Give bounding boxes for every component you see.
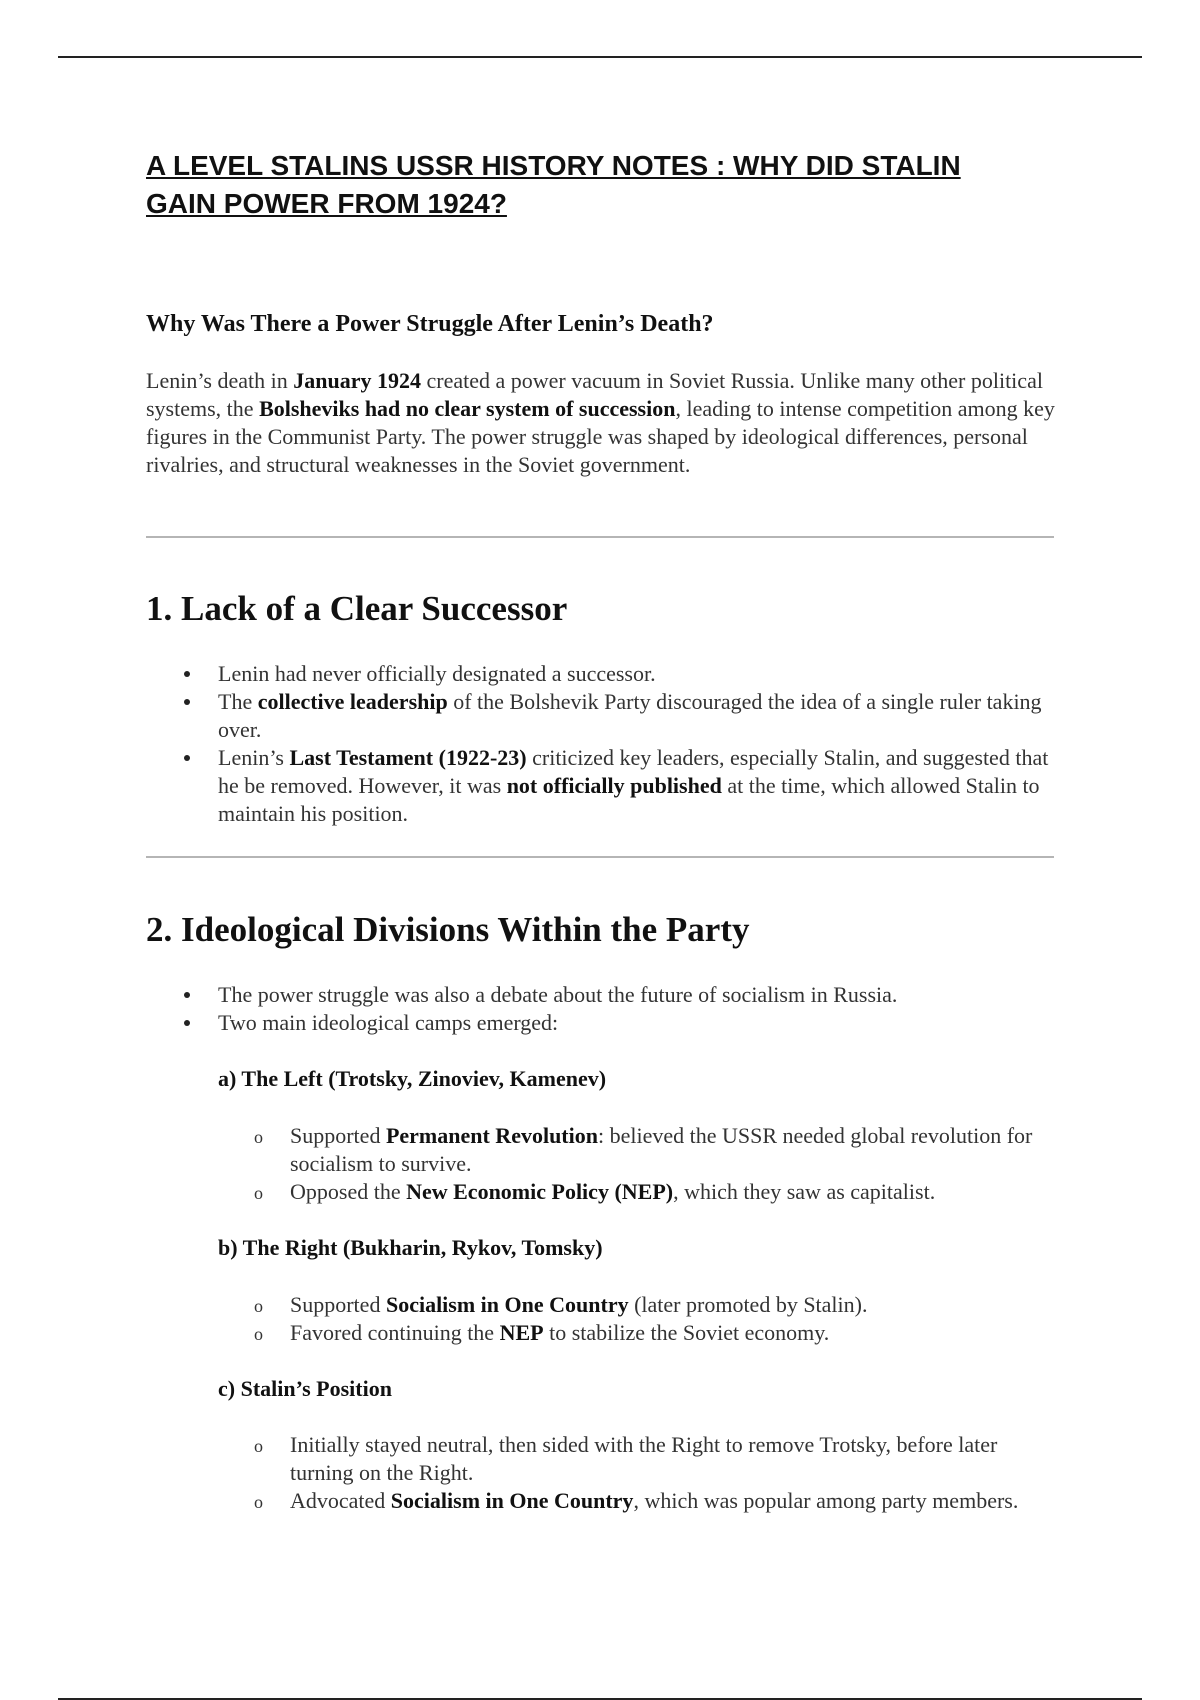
bullet-icon <box>184 699 190 705</box>
list-item: The collective leadership of the Bolshevik Party discouraged the idea of a single ruler taking over. <box>146 688 1056 744</box>
list-item: Lenin had never officially designated a successor. <box>146 660 1056 688</box>
document-title: A LEVEL STALINS USSR HISTORY NOTES : WHY DID STALIN GAIN POWER FROM 1924? <box>146 150 961 219</box>
bullet-icon <box>184 755 190 761</box>
section-divider <box>146 856 1054 858</box>
list-item: Two main ideological camps emerged: <box>146 1009 1056 1037</box>
bullet-icon <box>184 671 190 677</box>
circle-bullet-icon: o <box>254 1183 263 1203</box>
left-camp-list <box>146 1122 1056 1206</box>
list-item: o Supported Socialism in One Country (later promoted by Stalin). <box>146 1291 1056 1319</box>
document-body <box>146 147 1066 1513</box>
circle-bullet-icon: o <box>254 1296 263 1316</box>
section2-title: 2. Ideological Divisions Within the Party <box>146 910 750 949</box>
stalin-position-heading: c) Stalin’s Position <box>218 1376 392 1401</box>
circle-bullet-icon: o <box>254 1436 263 1456</box>
page-top-rule <box>58 56 1142 58</box>
list-item: o Initially stayed neutral, then sided with the Right to remove Trotsky, before later turning on the Right. <box>254 1432 998 1485</box>
intro-heading: Why Was There a Power Struggle After Lenin’s Death? <box>146 311 714 337</box>
circle-bullet-icon: o <box>254 1492 263 1512</box>
section-divider <box>146 536 1054 538</box>
list-item: The power struggle was also a debate about the future of socialism in Russia. <box>146 981 1056 1009</box>
circle-bullet-icon: o <box>254 1324 263 1344</box>
list-item: o Opposed the New Economic Policy (NEP), which they saw as capitalist. <box>146 1178 1056 1206</box>
section1-bullet-list <box>146 660 1056 828</box>
left-camp-heading: a) The Left (Trotsky, Zinoviev, Kamenev) <box>218 1066 607 1091</box>
right-camp-heading: b) The Right (Bukharin, Rykov, Tomsky) <box>218 1235 603 1260</box>
section1-title: 1. Lack of a Clear Successor <box>146 589 568 628</box>
circle-bullet-icon: o <box>254 1127 263 1147</box>
section2-bullet-list <box>146 981 1056 1037</box>
list-item: Lenin’s Last Testament (1922-23) criticized key leaders, especially Stalin, and suggested that he be removed. However, it was not officially published at the time, which allowed Stalin to maintain his position. <box>146 744 1056 828</box>
bullet-icon <box>184 992 190 998</box>
stalin-position-list <box>146 1431 1056 1515</box>
list-item: o Advocated Socialism in One Country, which was popular among party members. <box>146 1487 1056 1515</box>
list-item: o Supported Permanent Revolution: believed the USSR needed global revolution for socialism to survive. <box>254 1123 1033 1176</box>
bullet-icon <box>184 1020 190 1026</box>
right-camp-list <box>146 1291 1056 1347</box>
intro-paragraph: Lenin’s death in January 1924 created a power vacuum in Soviet Russia. Unlike many other political systems, the Bolsheviks had no clear system of succession, leading to intense competition among key figures in the Communist Party. The power struggle was shaped by ideological differences, personal rivalries, and structural weaknesses in the Soviet government. <box>146 368 1055 477</box>
list-item: o Favored continuing the NEP to stabilize the Soviet economy. <box>146 1319 1056 1347</box>
